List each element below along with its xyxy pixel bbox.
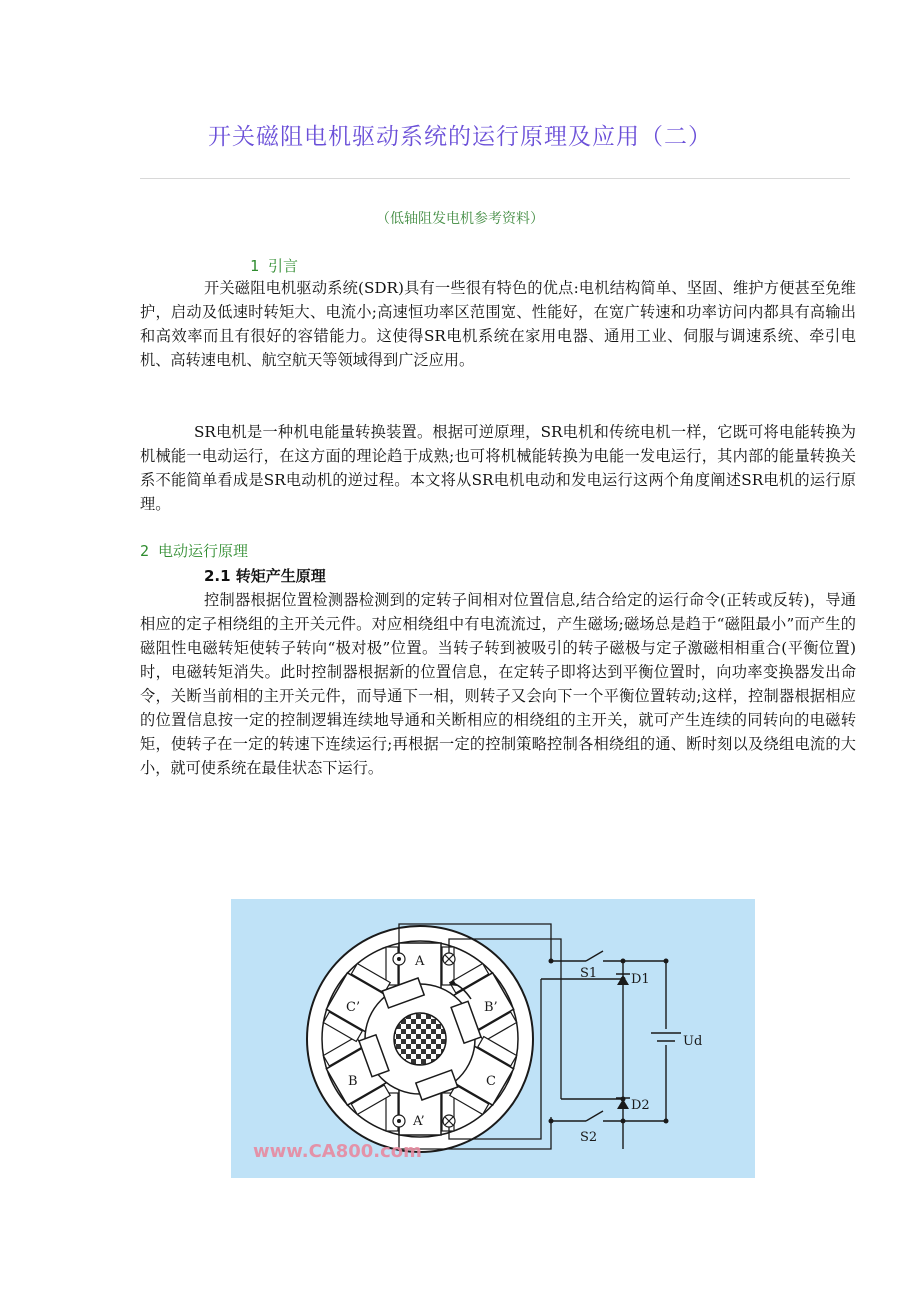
sr-motor-diagram xyxy=(231,899,755,1178)
label-pole-b: B xyxy=(348,1074,358,1089)
label-s2: S2 xyxy=(580,1130,598,1145)
intro-paragraph-2: SR电机是一种机电能量转换装置。根据可逆原理，SR电机和传统电机一样，它既可将电能转换为机械能一电动运行，在这方面的理论趋于成熟;也可将机械能转换为电能一发电运行，其内部的能量转换关系不能简单看成是SR电动机的逆过程。本文将从SR电机电动和发电运行这两个角度阐述SR电机的运行原理。 xyxy=(140,423,856,513)
current-in-symbol-bottom xyxy=(443,1115,455,1127)
title-divider xyxy=(140,178,850,179)
label-pole-c-prime: C’ xyxy=(346,1000,361,1015)
label-pole-b-prime: B’ xyxy=(484,1000,498,1015)
section-2-heading: 2 电动运行原理 xyxy=(140,542,249,560)
label-s1: S1 xyxy=(580,966,598,981)
switch-s2-blade xyxy=(586,1111,603,1121)
document-subtitle: （低轴阻发电机参考资料） xyxy=(376,211,544,227)
watermark-text: www.CA800.com xyxy=(253,1141,422,1162)
document-title: 开关磁阻电机驱动系统的运行原理及应用（二） xyxy=(208,124,712,150)
sr-motor-svg xyxy=(231,899,755,1178)
current-in-symbol-top xyxy=(443,953,455,965)
label-d1: D1 xyxy=(631,972,650,987)
label-pole-a-prime: A’ xyxy=(413,1114,425,1129)
coil-a-left xyxy=(386,947,398,985)
section-1-heading: 1 引言 xyxy=(250,257,299,275)
switch-s1-blade xyxy=(586,951,603,961)
intro-paragraph-1: 开关磁阻电机驱动系统(SDR)具有一些很有特色的优点:电机结构简单、坚固、维护方便甚至免维护，启动及低速时转矩大、电流小;高速恒功率区范围宽、性能好，在宽广转速和功率访问内都具有高输出和高效率而且有很好的容错能力。这使得SR电机系统在家用电器、通用工业、伺服与调速系统、牵引电机、高转速电机、航空航天等领域得到广泛应用。 xyxy=(140,279,856,369)
label-d2: D2 xyxy=(631,1098,650,1113)
torque-principle-paragraph: 控制器根据位置检测器检测到的定转子间相对位置信息,结合给定的运行命令(正转或反转)，导通相应的定子相绕组的主开关元件。对应相绕组中有电流流过，产生磁场;磁场总是趋于“磁阻最小”而产生的磁阻性电磁转矩使转子转向“极对极”位置。当转子转到被吸引的转子磁极与定子激磁相相重合(平衡位置)时，电磁转矩消失。此时控制器根据新的位置信息，在定转子即将达到平衡位置时，向功率变换器发出命令，关断当前相的主开关元件，而导通下一相，则转子又会向下一个平衡位置转动;这样，控制器根据相应的位置信息按一定的控制逻辑连续地导通和关断相应的相绕组的主开关，就可产生连续的同转向的电磁转矩，使转子在一定的转速下连续运行;再根据一定的控制策略控制各相绕组的通、断时刻以及绕组电流的大小，就可使系统在最佳状态下运行。 xyxy=(140,591,856,777)
label-pole-a: A xyxy=(415,954,425,969)
rotor-shaft xyxy=(394,1013,446,1065)
current-out-symbol-top xyxy=(393,953,405,965)
section-2-1-heading: 2.1 转矩产生原理 xyxy=(204,567,326,585)
current-out-symbol-bottom xyxy=(393,1115,405,1127)
label-ud: Ud xyxy=(683,1034,703,1049)
label-pole-c: C xyxy=(486,1074,496,1089)
